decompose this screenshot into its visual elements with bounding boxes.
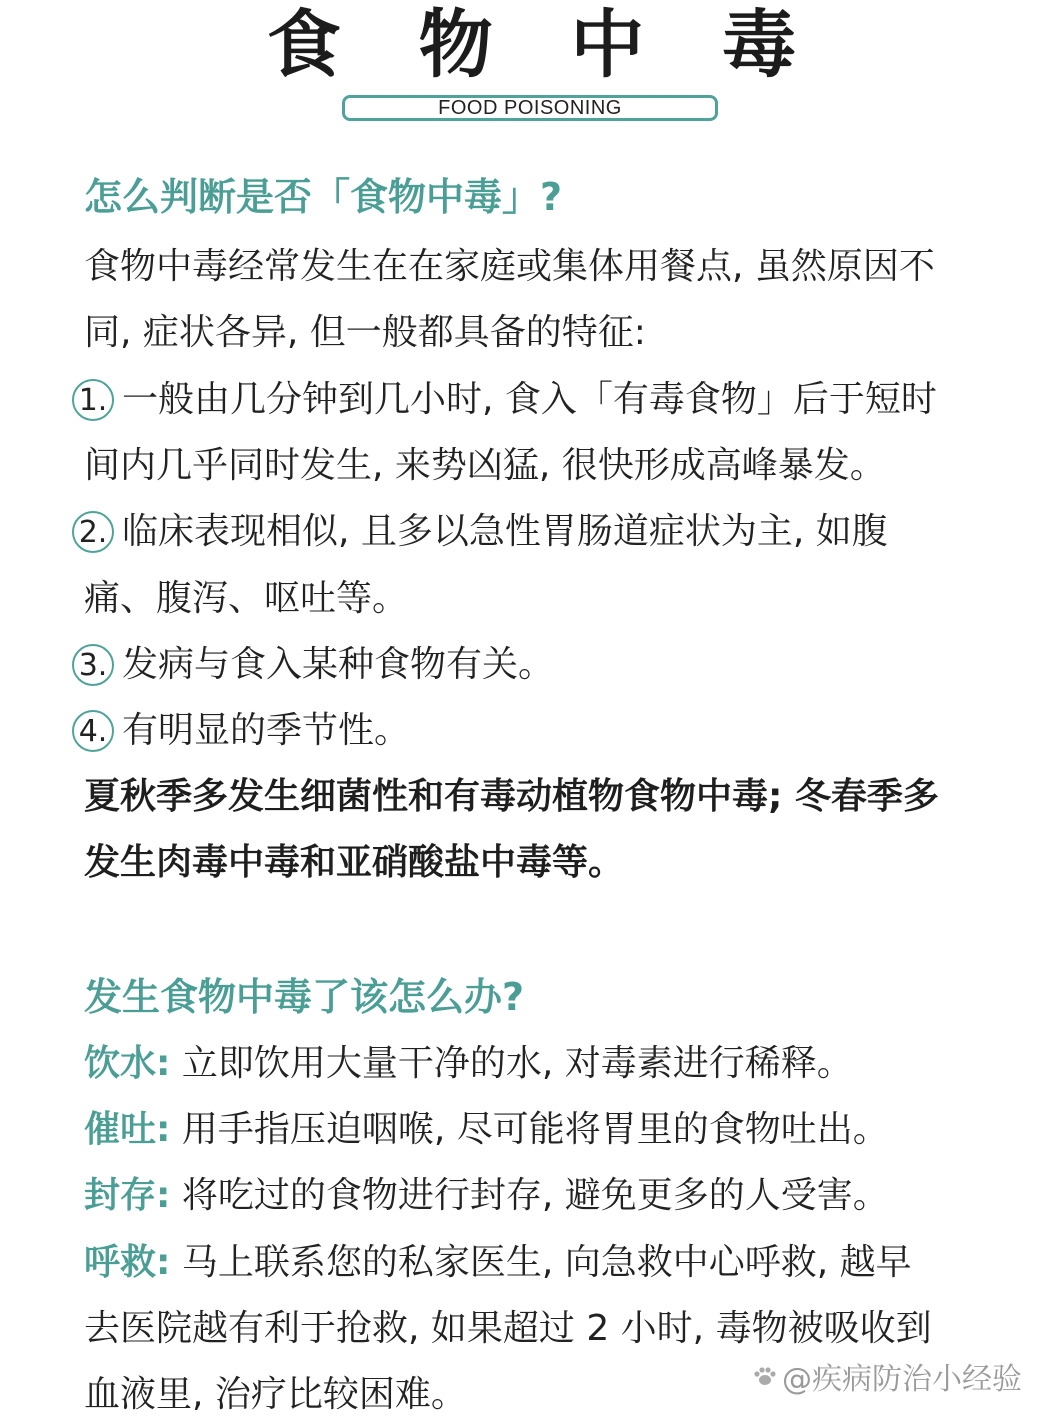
number-circle-icon: 3. xyxy=(72,644,114,686)
list-item-3 xyxy=(72,641,554,689)
number-circle-icon: 1. xyxy=(72,379,114,421)
watermark xyxy=(752,1356,1022,1396)
action-text: 马上联系您的私家医生, 向急救中心呼救, 越早 xyxy=(170,1242,912,1283)
list-item-1-continuation: 间内几乎同时发生, 来势凶猛, 很快形成高峰暴发。 xyxy=(84,445,886,486)
intro-line-2: 同, 症状各异, 但一般都具备的特征: xyxy=(84,312,646,353)
action-call-help-continuation-1: 去医院越有利于抢救, 如果超过 2 小时, 毒物被吸收到 xyxy=(84,1308,932,1349)
action-label: 封存: xyxy=(84,1175,171,1216)
intro-line-1: 食物中毒经常发生在在家庭或集体用餐点, 虽然原因不 xyxy=(84,246,935,287)
season-note-line-1: 夏秋季多发生细菌性和有毒动植物食物中毒; 冬春季多 xyxy=(84,776,939,817)
action-preserve-food xyxy=(84,1172,889,1220)
action-text: 立即饮用大量干净的水, 对毒素进行稀释。 xyxy=(170,1043,853,1084)
subtitle-badge: FOOD POISONING xyxy=(342,95,718,121)
section2-heading: 发生食物中毒了该怎么办? xyxy=(84,975,525,1019)
section1-heading: 怎么判断是否「食物中毒」? xyxy=(84,175,563,219)
list-item-4 xyxy=(72,707,410,755)
action-call-help-continuation-2: 血液里, 治疗比较困难。 xyxy=(84,1374,467,1415)
page-title: 食 物 中 毒 xyxy=(266,2,823,88)
action-label: 催吐: xyxy=(84,1109,171,1150)
action-call-help xyxy=(84,1239,912,1287)
action-induce-vomiting xyxy=(84,1106,889,1154)
action-text: 将吃过的食物进行封存, 避免更多的人受害。 xyxy=(170,1175,889,1216)
list-item-text: 发病与食入某种食物有关。 xyxy=(122,644,555,685)
number-circle-icon: 2. xyxy=(72,511,114,553)
list-item-text: 有明显的季节性。 xyxy=(122,710,411,751)
action-label: 饮水: xyxy=(84,1043,171,1084)
number-circle-icon: 4. xyxy=(72,710,114,752)
action-text: 用手指压迫咽喉, 尽可能将胃里的食物吐出。 xyxy=(170,1109,889,1150)
watermark-text: @疾病防治小经验 xyxy=(782,1362,1022,1397)
action-label: 呼救: xyxy=(84,1242,171,1283)
season-note-line-2: 发生肉毒中毒和亚硝酸盐中毒等。 xyxy=(84,842,625,883)
list-item-1 xyxy=(72,376,937,424)
list-item-text: 一般由几分钟到几小时, 食入「有毒食物」后于短时 xyxy=(122,379,937,420)
action-drink-water xyxy=(84,1040,853,1088)
list-item-2 xyxy=(72,508,888,556)
list-item-2-continuation: 痛、腹泻、呕吐等。 xyxy=(84,578,409,619)
list-item-text: 临床表现相似, 且多以急性胃肠道症状为主, 如腹 xyxy=(122,511,888,552)
paw-logo-icon xyxy=(752,1365,778,1387)
